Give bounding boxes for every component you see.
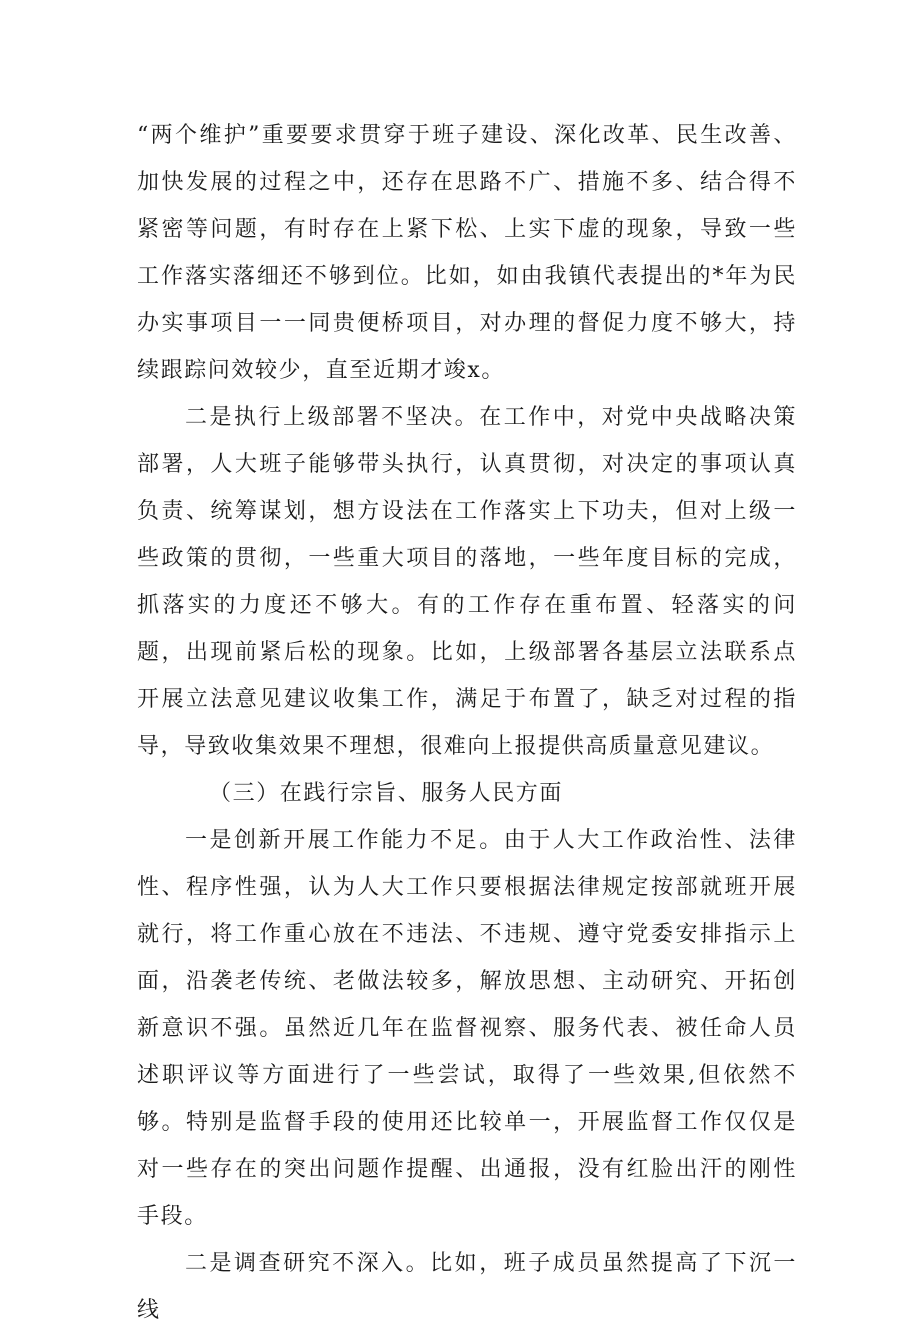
paragraph-execution: 二是执行上级部署不坚决。在工作中，对党中央战略决策部署，人大班子能够带头执行，认真贯彻，对决定的事项认真负责、统筹谋划，想方设法在工作落实上下功夫，但对上级一些政策的贯彻，一些重大项目的落地，一些年度目标的完成，抓落实的力度还不够大。有的工作存在重布置、轻落实的问题，出现前紧后松的现象。比如，上级部署各基层立法联系点开展立法意见建议收集工作，满足于布置了，缺乏对过程的指导，导致收集效果不理想，很难向上报提供高质量意见建议。	[137, 405, 797, 759]
paragraph-research: 二是调查研究不深入。比如，班子成员虽然提高了下沉一线	[137, 1251, 797, 1323]
section-heading-three: （三）在践行宗旨、服务人民方面	[209, 781, 564, 806]
paragraph-two-safeguards: “两个维护”重要要求贯穿于班子建设、深化改革、民生改善、加快发展的过程之中，还存在思路不广、措施不多、结合得不紧密等问题，有时存在上紧下松、上实下虚的现象，导致一些工作落实落细还不够到位。比如，如由我镇代表提出的*年为民办实事项目一一同贵便桥项目，对办理的督促力度不够大，持续跟踪问效较少，直至近期才竣x。	[137, 123, 797, 383]
paragraph-innovation: 一是创新开展工作能力不足。由于人大工作政治性、法律性、程序性强，认为人大工作只要根据法律规定按部就班开展就行，将工作重心放在不违法、不违规、遵守党委安排指示上面，沿袭老传统、老做法较多，解放思想、主动研究、开拓创新意识不强。虽然近几年在监督视察、服务代表、被任命人员述职评议等方面进行了一些尝试，取得了一些效果,但依然不够。特别是监督手段的使用还比较单一，开展监督工作仅仅是对一些存在的突出问题作提醒、出通报，没有红脸出汗的刚性手段。	[137, 828, 797, 1229]
document-body	[137, 112, 797, 1334]
